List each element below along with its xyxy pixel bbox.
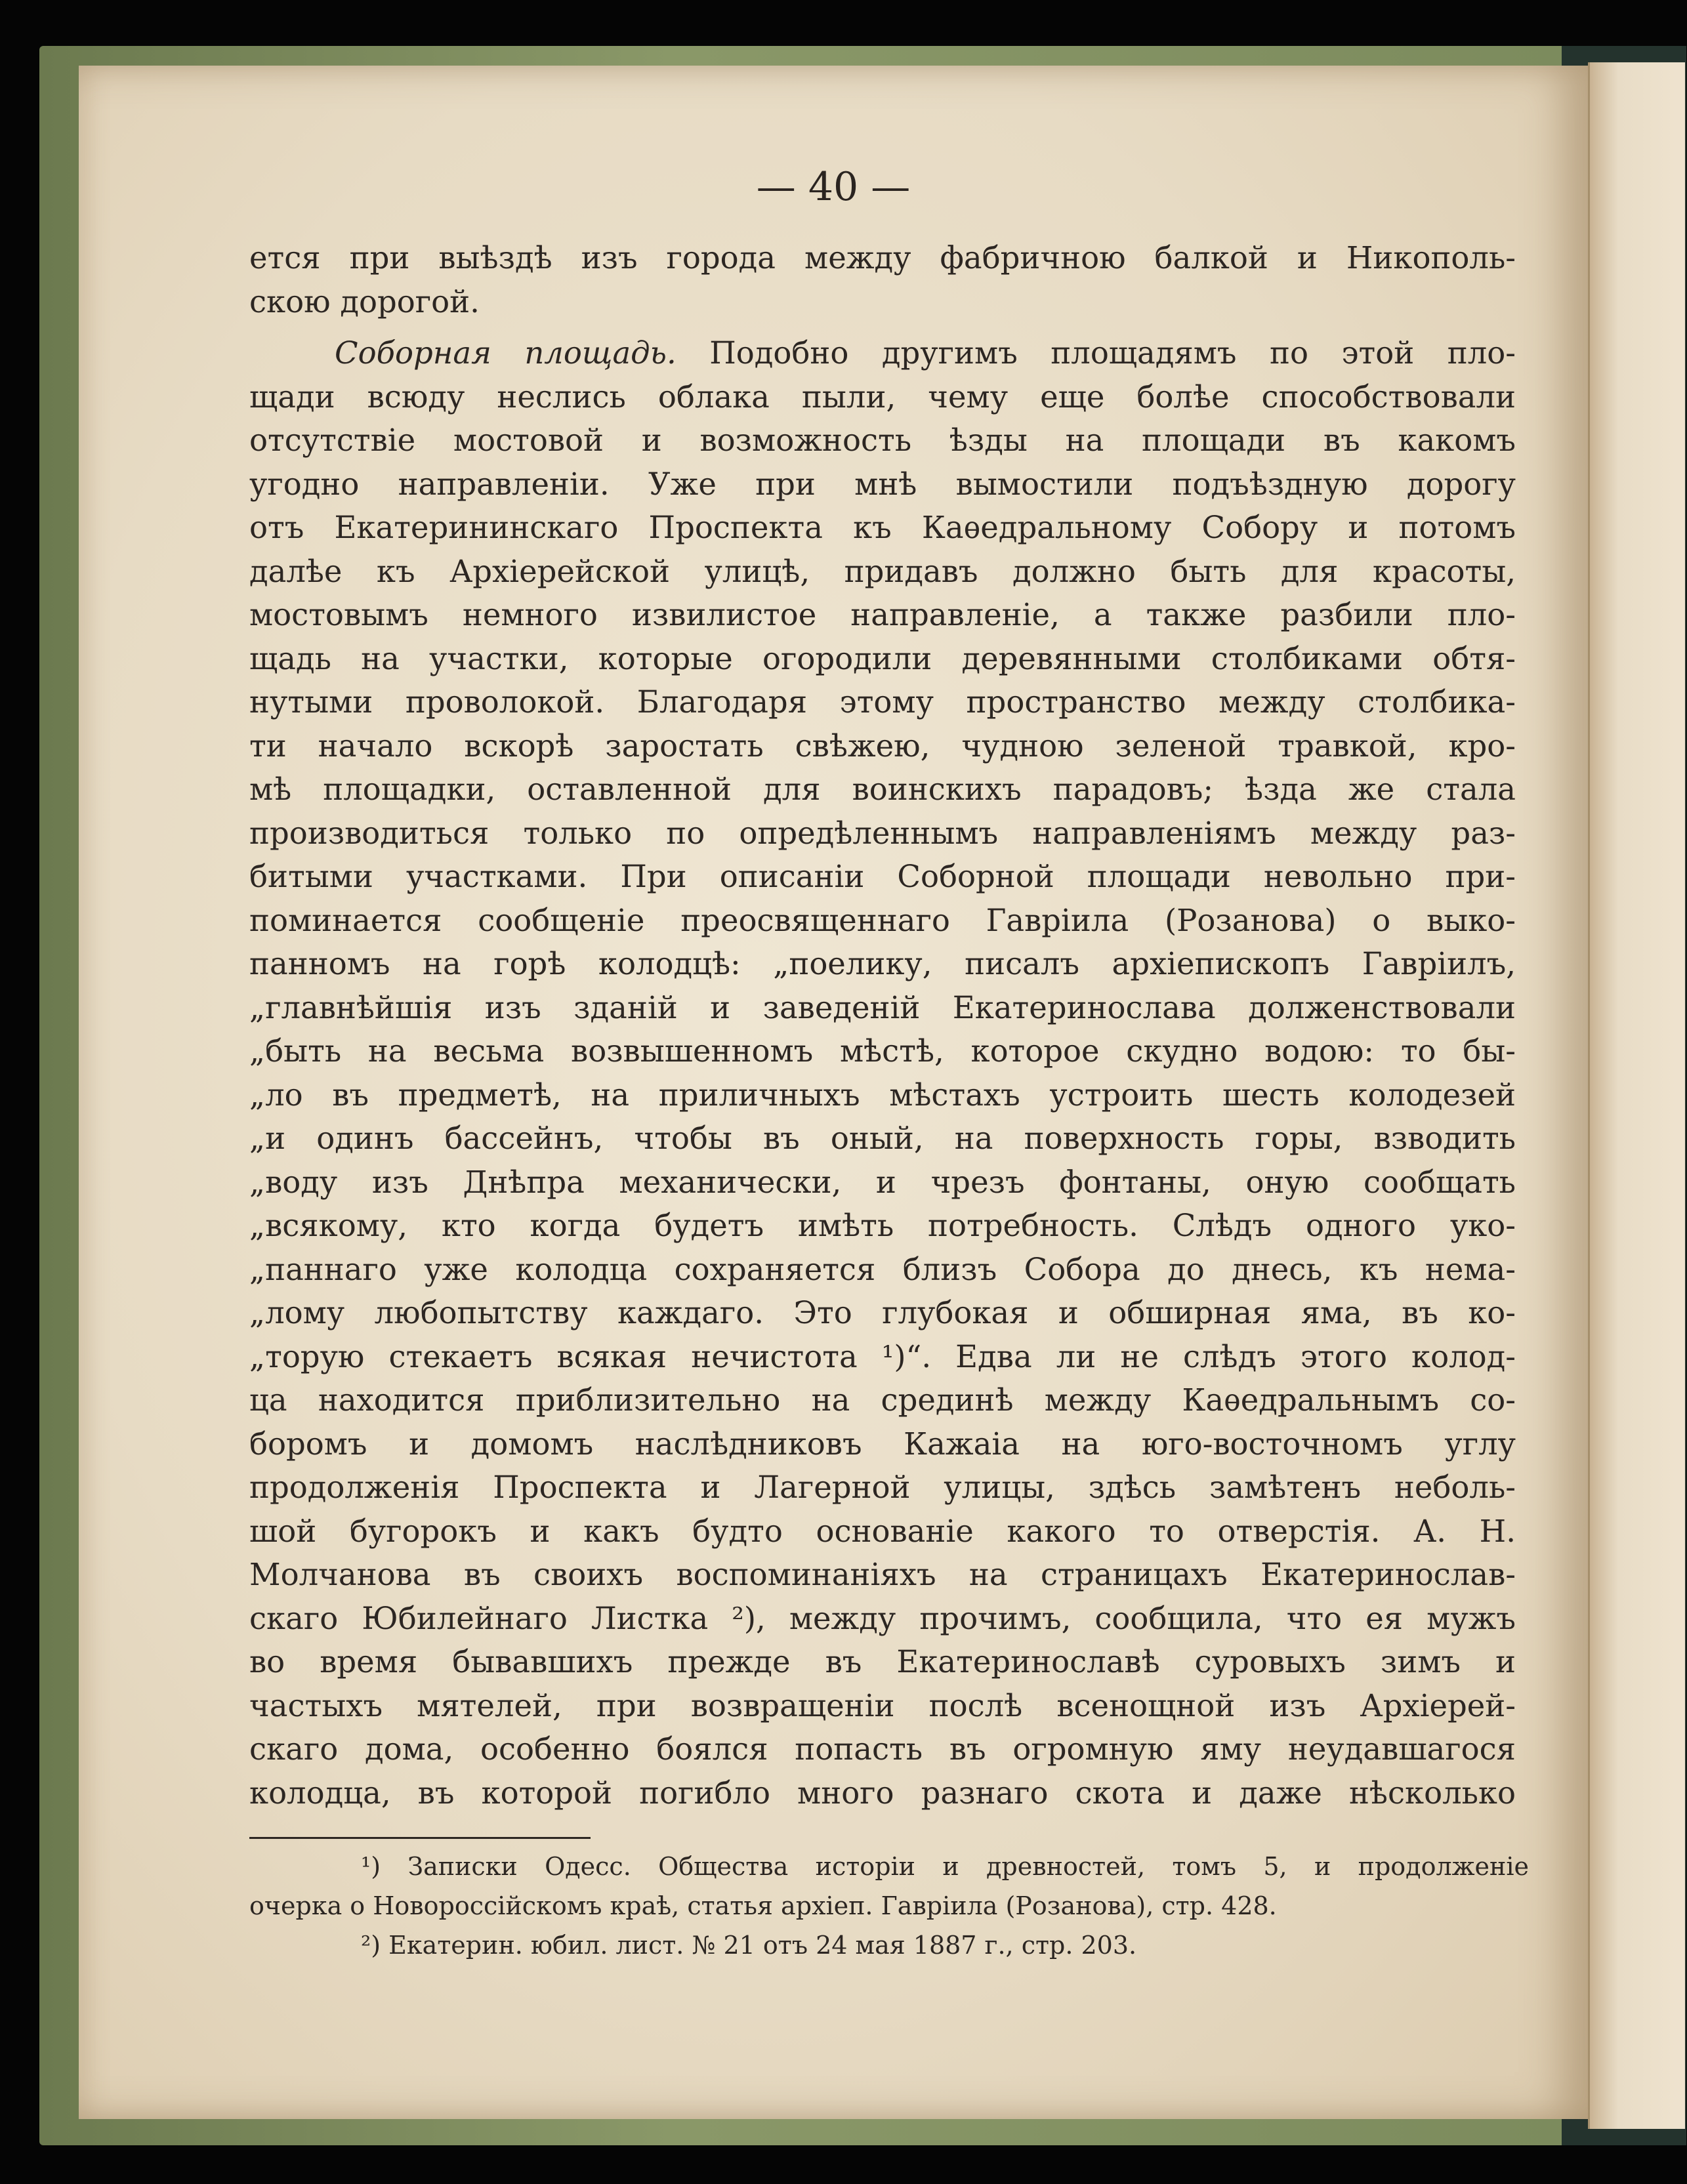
text-line-content: мѣ площадки, оставленной для воинскихъ парадовъ; ѣзда же стала [249,772,1516,807]
text-line-content: далѣе къ Архіерейской улицѣ, придавъ должно быть для красоты, [249,553,1516,589]
text-line [249,942,1516,986]
text-line [249,1378,1516,1422]
text-line [249,1029,1516,1073]
text-line [249,331,1516,375]
text-line-content: щади всюду неслись облака пыли, чему еще болѣе способствовали [249,379,1516,415]
text-line [249,1204,1516,1248]
footnote-2: ²) Екатерин. юбил. лист. № 21 отъ 24 мая 1887 г., стр. 203. [361,1931,1137,1960]
text-line-content: мостовымъ немного извилистое направленіе, а также разбили пло- [249,597,1516,632]
text-line-content: „паннаго уже колодца сохраняется близъ Собора до днесь, къ нема- [249,1251,1516,1287]
text-line [249,812,1516,855]
text-line [249,1597,1516,1641]
text-line [249,1553,1516,1597]
text-line [249,550,1516,594]
text-line [249,1248,1516,1292]
text-line [249,1422,1516,1466]
footnote-rule [249,1837,591,1839]
footnotes [249,1847,1529,1965]
text-line [249,1161,1516,1205]
text-line-content: колодца, въ которой погибло много разнаго скота и даже нѣсколько [249,1775,1516,1811]
text-line [249,593,1516,637]
text-line [249,855,1516,899]
next-page-edge [1588,62,1685,2129]
text-line [249,899,1516,943]
text-line-content: „ло въ предметѣ, на приличныхъ мѣстахъ устроить шесть колодезей [249,1077,1516,1113]
text-line-content: щадь на участки, которые огородили деревянными столбиками обтя- [249,640,1516,676]
text-line-content: угодно направленіи. Уже при мнѣ вымостили подъѣздную дорогу [249,466,1516,502]
text-line [249,986,1516,1030]
text-line-content: частыхъ мятелей, при возвращеніи послѣ всенощной изъ Архіерей- [249,1687,1516,1723]
text-line-content: Подобно другимъ площадямъ по этой пло- [676,335,1516,371]
text-line [249,1510,1516,1554]
text-line-content: отъ Екатерининскаго Проспекта къ Каѳедральному Собору и потомъ [249,510,1516,545]
page-number: — 40 — [756,164,911,210]
text-line [249,1640,1516,1684]
text-line-content: Молчанова въ своихъ воспоминаніяхъ на страницахъ Екатеринослав- [249,1557,1516,1592]
text-line [249,463,1516,506]
text-line [249,280,1516,324]
text-line-content: битыми участками. При описаніи Соборной площади невольно при- [249,859,1516,894]
text-line [249,1684,1516,1728]
text-line-content: „лому любопытству каждаго. Это глубокая и обширная яма, въ ко- [249,1295,1516,1330]
text-line-content: „и одинъ бассейнъ, чтобы въ оный, на поверхность горы, взводить [249,1121,1516,1156]
text-line-content: поминается сообщеніе преосвященнаго Гавріила (Розанова) о выко- [249,902,1516,938]
text-line [249,419,1516,463]
footnote-1-line-2: очерка о Новороссійскомъ краѣ, статья архіеп. Гавріила (Розанова), стр. 428. [249,1891,1277,1920]
text-line-content: боромъ и домомъ наслѣдниковъ Кажаіа на юго-восточномъ углу [249,1426,1516,1462]
text-line-content: нутыми проволокой. Благодаря этому пространство между столбика- [249,684,1516,720]
section-heading: Соборная площадь. [335,335,677,371]
text-line [249,1117,1516,1161]
text-line-content: шой бугорокъ и какъ будто основаніе какого то отверстія. А. Н. [249,1513,1516,1549]
text-line-content: „быть на весьма возвышенномъ мѣстѣ, которое скудно водою: то бы- [249,1033,1516,1069]
text-line-content: скаго Юбилейнаго Листка ²), между прочимъ, сообщила, что ея мужъ [249,1600,1516,1636]
text-line [249,1335,1516,1379]
text-line-content: „воду изъ Днѣпра механически, и чрезъ фонтаны, оную сообщать [249,1164,1516,1200]
text-line-content: отсутствіе мостовой и возможность ѣзды на площади въ какомъ [249,422,1516,458]
footnote-1-line-1: ¹) Записки Одесс. Общества исторіи и древностей, томъ 5, и продолженіе [361,1852,1529,1881]
text-line-content: скаго дома, особенно боялся попасть въ огромную яму неудавшагося [249,1731,1516,1767]
text-line-content: ца находится приблизительно на срединѣ между Каѳедральнымъ со- [249,1382,1516,1418]
text-line-content: панномъ на горѣ колодцѣ: „поелику, писалъ архіепископъ Гавріилъ, [249,946,1516,981]
text-line [249,1771,1516,1815]
text-line [249,1291,1516,1335]
text-line [249,680,1516,724]
text-line-content: продолженія Проспекта и Лагерной улицы, здѣсь замѣтенъ неболь- [249,1470,1516,1505]
text-line [249,1466,1516,1510]
text-line-content: „всякому, кто когда будетъ имѣть потребность. Слѣдъ одного уко- [249,1208,1516,1243]
text-line-content: „главнѣйшія изъ зданій и заведеній Екатеринослава долженствовали [249,989,1516,1025]
text-line [249,506,1516,550]
text-line [249,724,1516,768]
text-line-content: во время бывавшихъ прежде въ Екатеринославѣ суровыхъ зимъ и [249,1644,1516,1679]
body-text [249,236,1516,1815]
text-line [249,768,1516,812]
paragraph-gap [249,323,1516,331]
text-line [249,1073,1516,1117]
text-line-content: ется при выѣздѣ изъ города между фабричною балкой и Никополь- [249,240,1516,276]
text-line [249,1727,1516,1771]
text-line [249,375,1516,419]
text-line-content: производиться только по опредѣленнымъ направленіямъ между раз- [249,815,1516,851]
text-line-content: „торую стекаетъ всякая нечистота ¹)“. Едва ли не слѣдъ этого колод- [249,1338,1516,1374]
text-line [249,637,1516,681]
text-line-content: скою дорогой. [249,283,480,319]
text-line-content: ти начало вскорѣ заростать свѣжею, чудною зеленой травкой, кро- [249,728,1516,764]
text-line [249,236,1516,280]
